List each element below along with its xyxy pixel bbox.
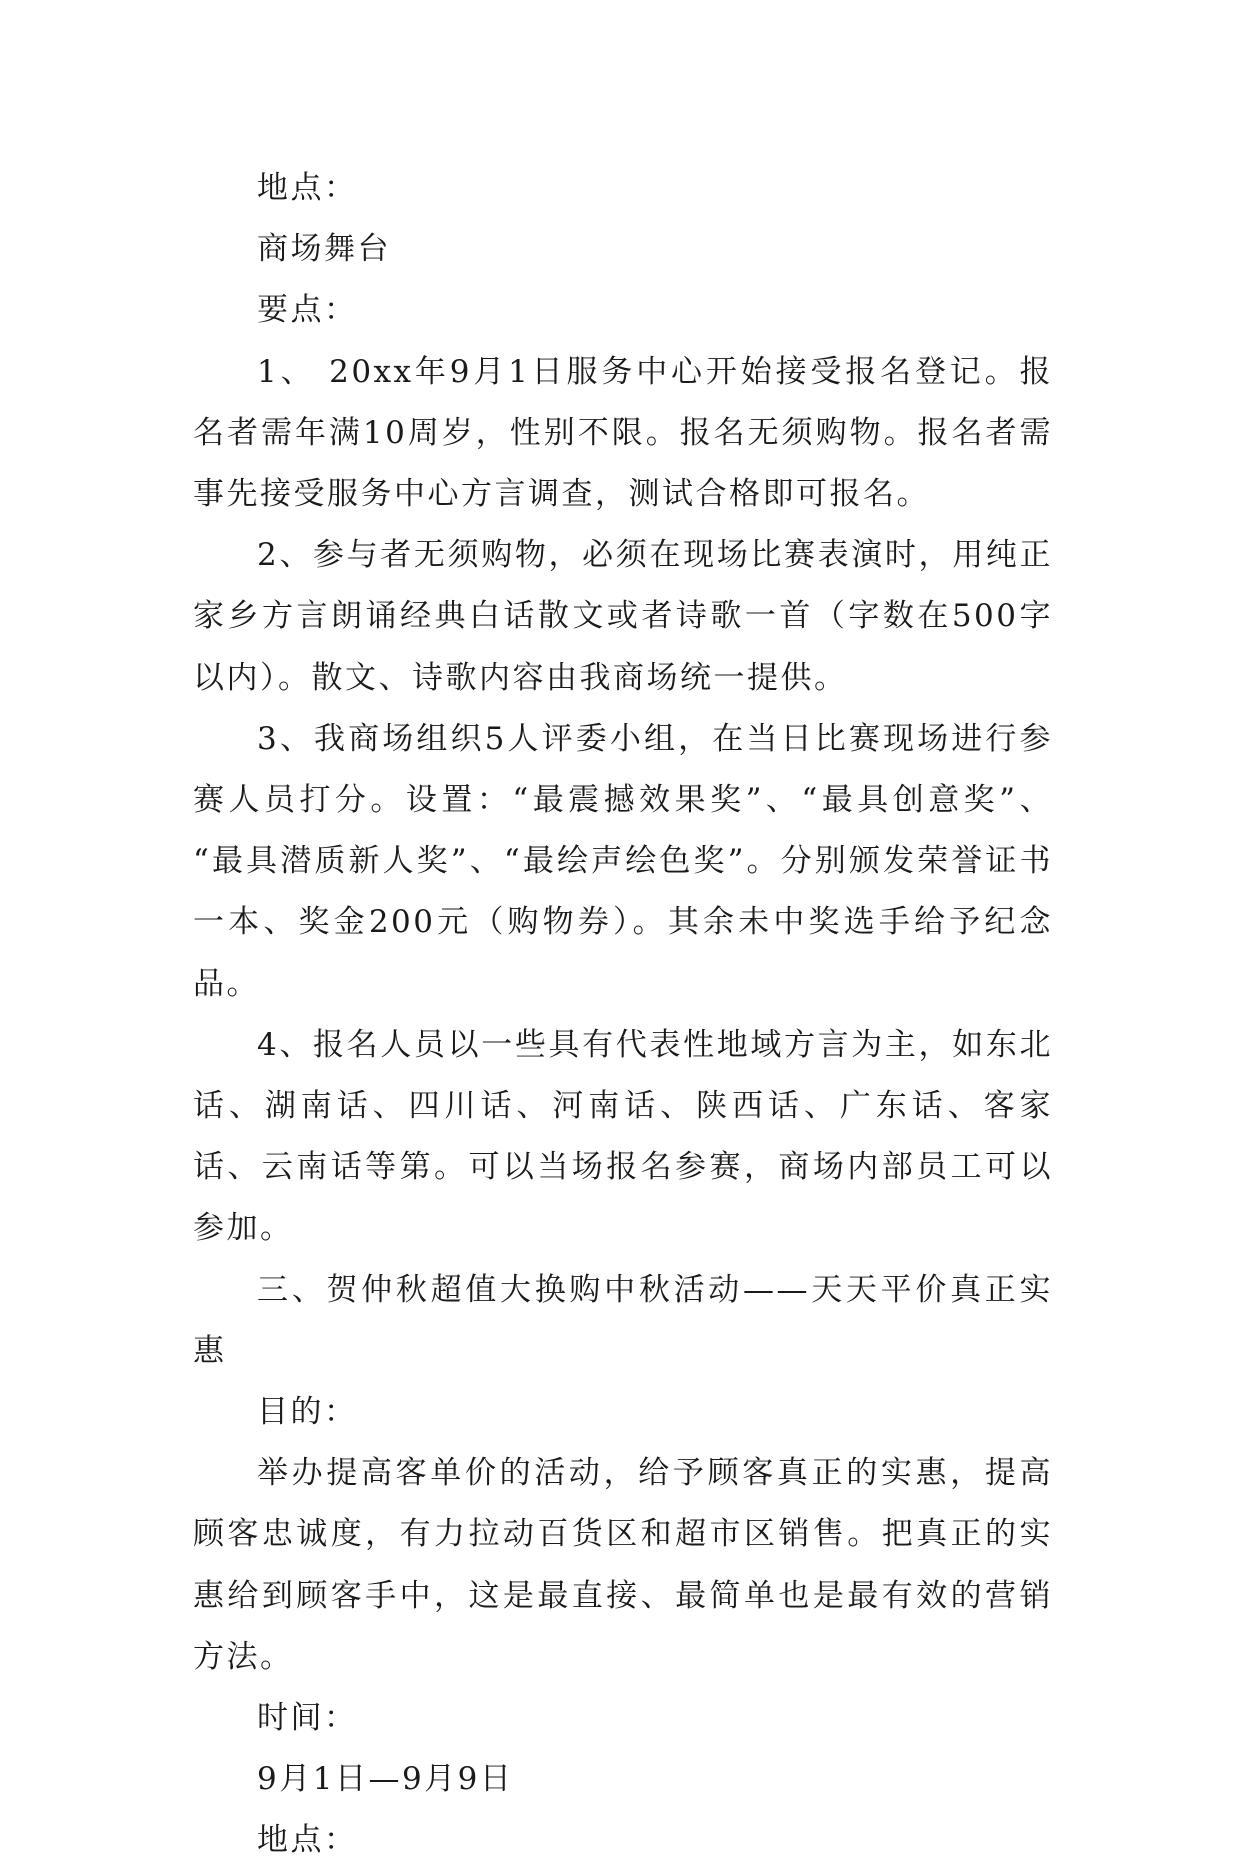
- paragraph-key-points-label: 要点：: [257, 292, 358, 329]
- paragraph-point-4: 4、报名人员以一些具有代表性地域方言为主，如东北话、湖南话、四川话、河南话、陕西话、广东话、客家话、云南话等第。可以当场报名参赛，商场内部员工可以参加。: [193, 1026, 1053, 1247]
- paragraph-location-label: 地点：: [257, 170, 358, 206]
- paragraph-time-value: 9月1日—9月9日: [257, 1761, 514, 1798]
- paragraph-point-3: 3、我商场组织5人评委小组，在当日比赛现场进行参赛人员打分。设置：“最震撼效果奖”、“最具创意奖”、 “最具潜质新人奖”、“最绘声绘色奖”。分别颁发荣誉证书一本、奖金200元（购物券）。其余未中奖选手给予纪念品。: [193, 720, 1053, 1002]
- paragraph-point-2: 2、参与者无须购物，必须在现场比赛表演时，用纯正家乡方言朗诵经典白话散文或者诗歌一首（字数在500字以内）。散文、诗歌内容由我商场统一提供。: [193, 537, 1053, 696]
- paragraph-purpose-text: 举办提高客单价的活动，给予顾客真正的实惠，提高顾客忠诚度，有力拉动百货区和超市区销售。把真正的实惠给到顾客手中，这是最直接、最简单也是最有效的营销方法。: [193, 1455, 1053, 1675]
- paragraph-location-label-2: 地点：: [257, 1822, 358, 1859]
- paragraph-purpose-label: 目的：: [257, 1394, 358, 1431]
- paragraph-point-1: 1、 20xx年9月1日服务中心开始接受报名登记。报名者需年满10周岁，性别不限。报名无须购物。报名者需事先接受服务中心方言调查，测试合格即可报名。: [193, 353, 1053, 513]
- document-body: [193, 158, 1053, 1872]
- paragraph-location-value: 商场舞台: [257, 231, 391, 268]
- section-heading-3: 三、贺仲秋超值大换购中秋活动——天天平价真正实惠: [193, 1271, 1053, 1369]
- paragraph-time-label: 时间：: [257, 1700, 358, 1737]
